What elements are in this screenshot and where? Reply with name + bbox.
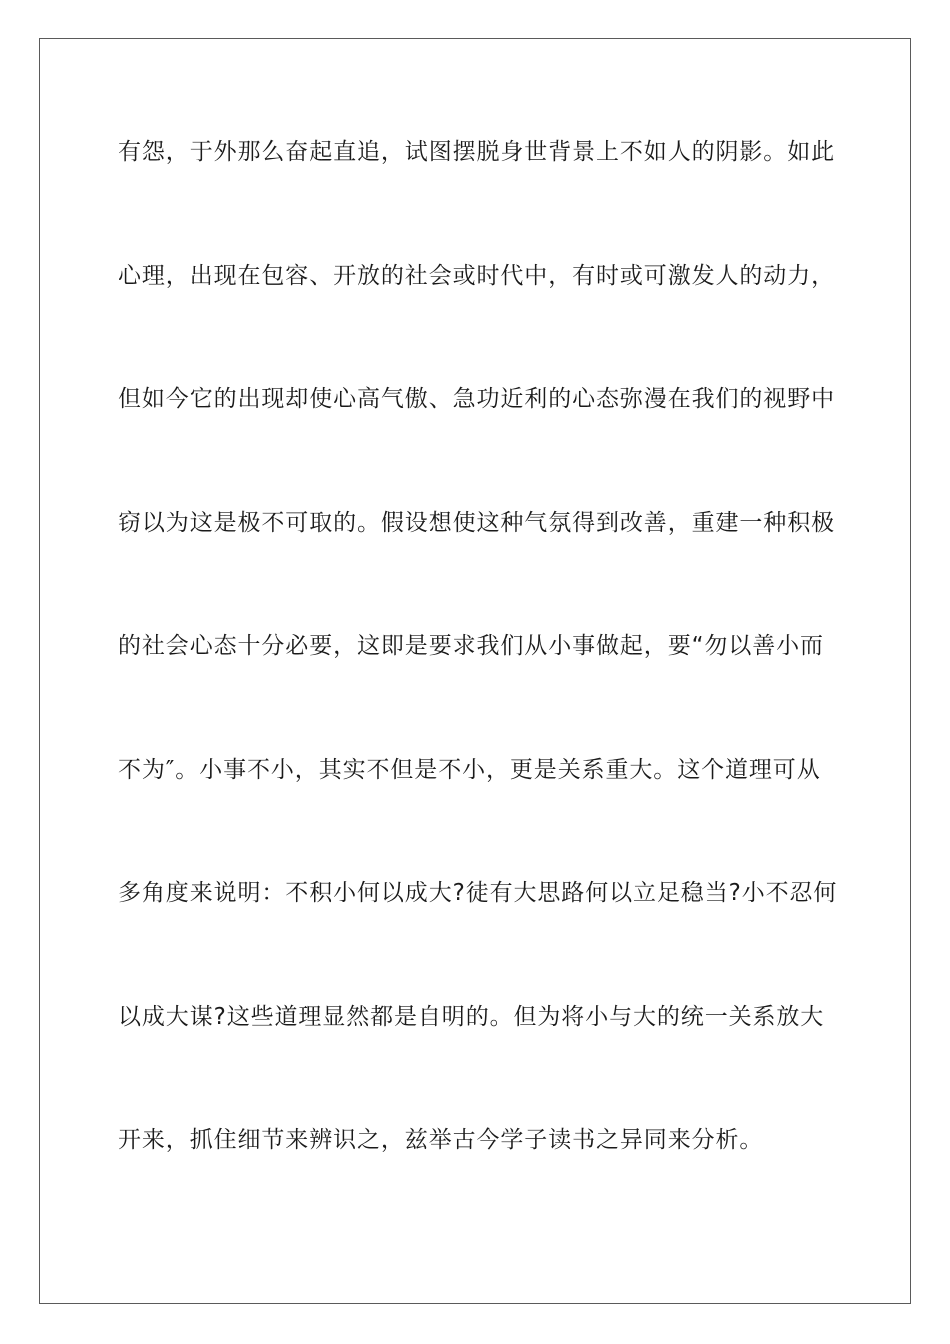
text-line: 开来，抓住细节来辨识之，兹举古今学子读书之异同来分析。 — [118, 1127, 764, 1153]
text-line: 心理，出现在包容、开放的社会或时代中，有时或可激发人的动力， — [118, 262, 835, 289]
text-line: 以成大谋?这些道理显然都是自明的。但为将小与大的统一关系放大 — [118, 1003, 825, 1030]
text-line: 的社会心态十分必要，这即是要求我们从小事做起，要“勿以善小而 — [118, 633, 824, 659]
text-line: 但如今它的出现却使心高气傲、急功近利的心态弥漫在我们的视野中 — [118, 386, 835, 412]
text-line: 有怨，于外那么奋起直追，试图摆脱身世背景上不如人的阴影。如此 — [118, 139, 835, 165]
body-text — [118, 126, 838, 1238]
text-line: 窃以为这是极不可取的。假设想使这种气氛得到改善，重建一种积极 — [118, 509, 835, 536]
text-line: 不为″。小事不小，其实不但是不小，更是关系重大。这个道理可从 — [118, 756, 821, 783]
text-line: 多角度来说明：不积小何以成大?徒有大思路何以立足稳当?小不忍何 — [118, 880, 838, 906]
